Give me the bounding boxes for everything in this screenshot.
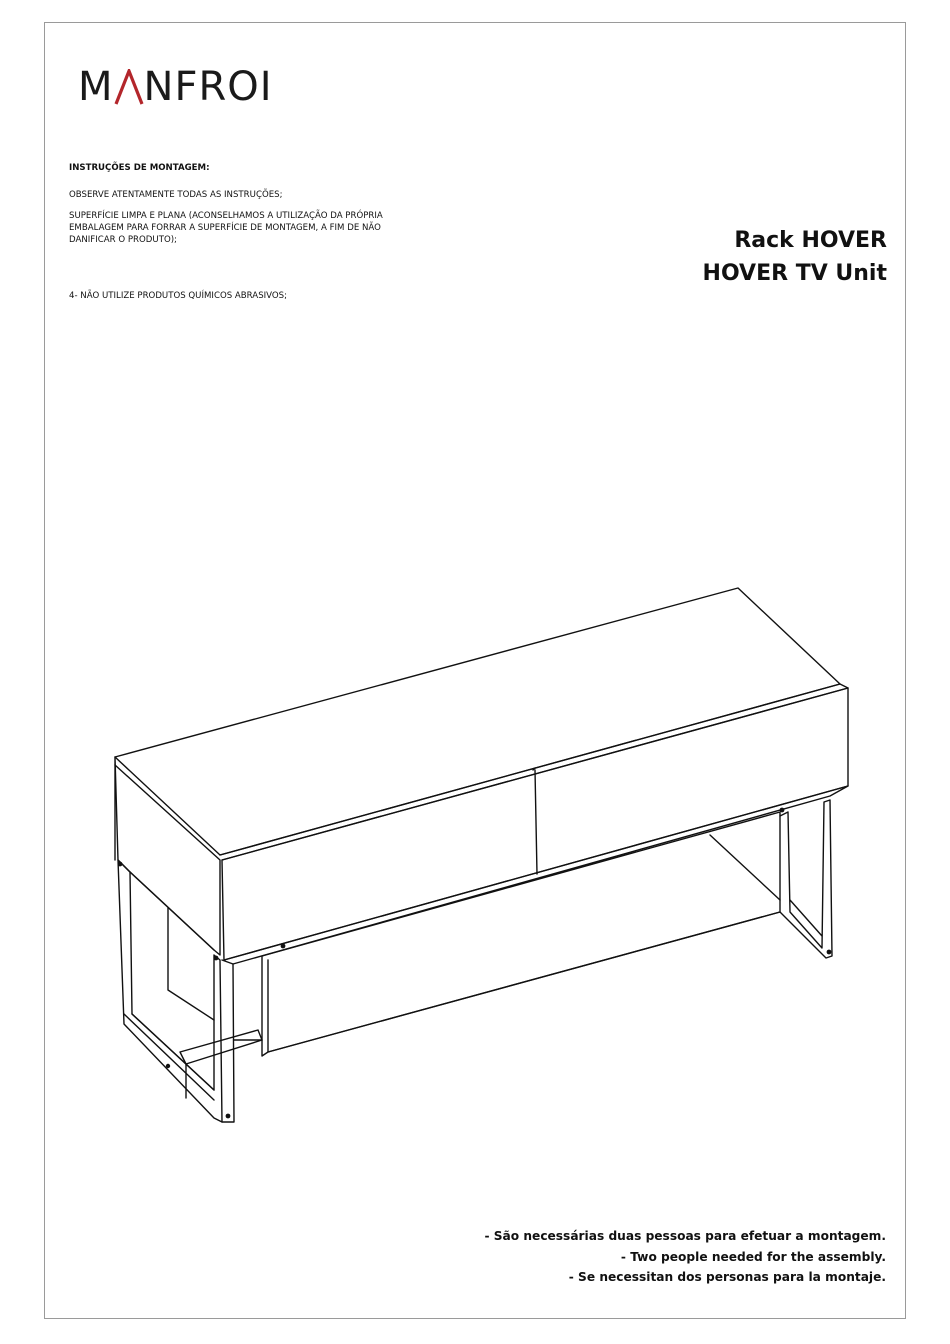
logo-letter-m: M: [78, 64, 114, 110]
note-line: - Two people needed for the assembly.: [620, 1249, 886, 1264]
note-line: - Se necessitan dos personas para la montaje.: [568, 1270, 886, 1284]
instructions-heading: INSTRUÇÕES DE MONTAGEM:: [69, 163, 210, 173]
logo-letters-nfroi: NFROI: [143, 64, 273, 110]
logo-accent-a-icon: [114, 69, 144, 105]
assembly-instructions: [69, 162, 399, 311]
note-line: - São necessárias duas pessoas para efetuar a montagem.: [484, 1229, 886, 1243]
product-title-pt: Rack HOVER: [734, 228, 887, 253]
instruction-item: SUPERFÍCIE LIMPA E PLANA (ACONSELHAMOS A UTILIZAÇÃO DA PRÓPRIA EMBALAGEM PARA FORRAR A SUPERFÍCIE DE MONTAGEM, A FIM DE NÃO DANIFICAR O PRODUTO);: [69, 211, 383, 245]
instruction-item: 4- NÃO UTILIZE PRODUTOS QUÍMICOS ABRASIVOS;: [69, 291, 288, 301]
instruction-item: OBSERVE ATENTAMENTE TODAS AS INSTRUÇÕES;: [69, 190, 283, 200]
product-title-block: [703, 224, 887, 290]
product-title-en: HOVER TV Unit: [702, 261, 887, 286]
assembly-notes: [484, 1226, 886, 1288]
brand-logo: [78, 62, 273, 112]
